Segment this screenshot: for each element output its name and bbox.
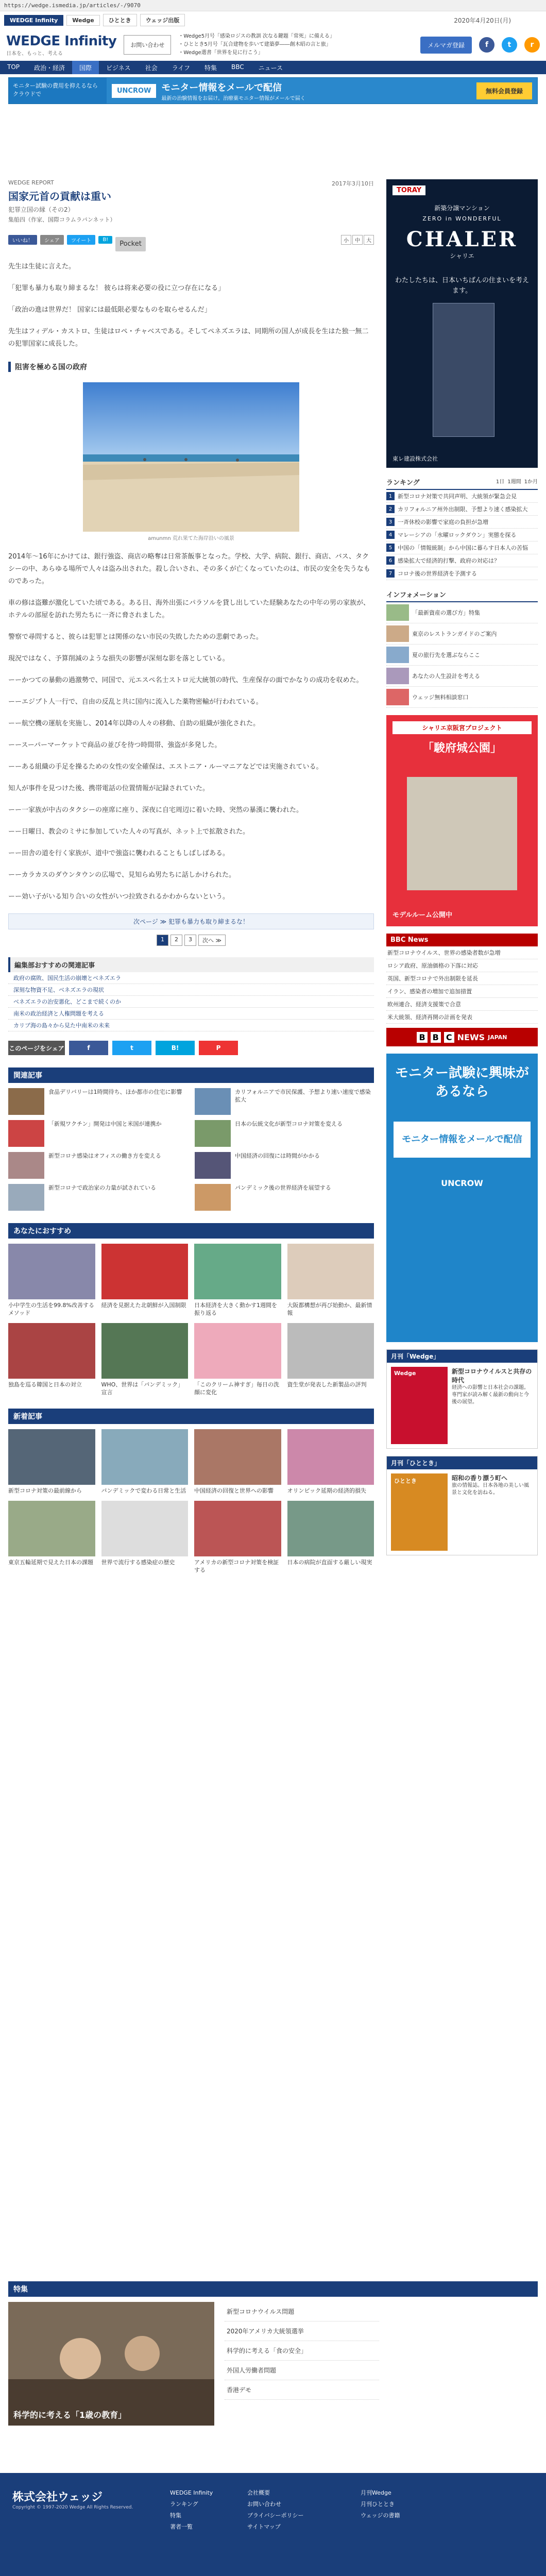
card-title: 「新規ワクチン」開発は中国と米国が連携か [48,1121,162,1127]
rank-title: カリフォルニア州外出制限、予想より速く感染拡大 [398,506,528,513]
popular-card[interactable] [195,1088,374,1115]
card-title: 独島を巡る韓国と日本の対立 [8,1381,82,1388]
info-text: ウェッジ無料相談窓口 [412,694,469,701]
rank-title: 感染拡大で経済的打撃、政府の対応は？ [398,557,500,564]
ad-brand-name: CHALER [406,227,518,251]
nav-society[interactable]: 社会 [145,64,158,72]
font-large-button[interactable]: 大 [364,235,374,245]
thumbnail [194,1429,281,1485]
info-item[interactable] [386,666,538,687]
site-logo[interactable] [6,33,116,57]
footer-link[interactable]: 特集 [170,2512,181,2519]
url-bar[interactable]: https://wedge.ismedia.jp/articles/-/9070 [0,0,546,11]
thumbnail [194,1323,281,1379]
toray-ad[interactable] [386,179,538,468]
recommend-card[interactable] [194,1323,281,1396]
info-thumb [386,647,409,663]
footer-col [361,2487,400,2521]
banner-left-text: モニター試験の費用を抑えるならクラウドで [9,78,107,104]
ad-line: ZERO in WONDERFUL [422,215,502,222]
info-thumb [386,689,409,705]
main-nav [0,61,546,74]
info-item[interactable] [386,687,538,708]
rank-number: 7 [386,569,395,578]
font-small-button[interactable]: 小 [341,235,351,245]
recommend-card[interactable] [8,1244,95,1317]
info-text: 「最新資産の選び方」特集 [412,609,480,616]
related-heading: 編集部おすすめの関連記事 [8,957,374,972]
ad-brand-sub: シャリエ [450,252,474,260]
info-thumb [386,604,409,621]
bbc-item[interactable]: イラン、感染者の増加で追加措置 [386,985,538,998]
latest-card[interactable] [8,1429,95,1495]
beach-image [83,382,299,532]
footer-link[interactable]: 会社概要 [247,2489,270,2496]
card-title: 大阪都構想が再び始動か、最新情報 [287,1302,372,1316]
popular-heading: 関連記事 [8,1067,374,1083]
info-item[interactable] [386,645,538,666]
facebook-icon[interactable]: f [479,37,494,53]
article-paragraph: ーー航空機の運航を実施し、2014年以降の人々の移動、自助の組織が強化された。 [8,720,260,727]
footer-link[interactable]: 月刊Wedge [361,2489,391,2496]
rss-icon[interactable]: r [524,37,540,53]
share-label: このページをシェア [8,1041,65,1055]
section-heading: 阻害を極める国の政府 [8,362,374,372]
footer-link[interactable]: WEDGE Infinity [170,2489,213,2496]
tweet-button[interactable]: ツイート [67,235,96,245]
pocket-button[interactable]: Pocket [115,237,146,251]
thumbnail [194,1501,281,1556]
feature-item[interactable]: 科学的に考える「食の安全」 [225,2341,379,2361]
pagination [8,935,374,946]
monthly-heading: 月刊「ひととき」 [387,1456,537,1469]
share-bar [8,1041,374,1055]
feature-item[interactable]: 新型コロナウイルス問題 [225,2302,379,2321]
share-button[interactable]: シェア [40,235,64,245]
logo-tagline: 日本を、もっと、考える [6,50,63,57]
article-date: 2017年3月10日 [332,180,374,187]
article-paragraph: ーースーパーマーケットで商品の並びを待つ時間帯、強盗が多発した。 [8,741,221,749]
ad3-headline: モニター試験に興味があるなら [395,1065,529,1099]
rank-number: 3 [386,518,395,526]
thumbnail [195,1120,231,1147]
thumbnail [8,1429,95,1485]
banner-headline: モニター情報をメールで配信 [161,82,282,93]
popular-card[interactable] [8,1120,187,1147]
pocket-share-icon[interactable]: P [199,1041,238,1055]
twitter-icon[interactable]: t [502,37,517,53]
ad-line: 新築分譲マンション [434,205,490,212]
popular-card[interactable] [8,1088,187,1115]
rank-number: 6 [386,556,395,565]
card-title: 食品デリバリーは1時間待ち、ほか都市の住宅に影響 [48,1089,182,1095]
tab-wedge[interactable]: Wedge [66,15,99,26]
thumbnail [194,1244,281,1299]
card-title: 日本経済を大きく動かす1週間を振り返る [194,1302,277,1316]
ranking-tabs [496,477,538,487]
bbc-box: B [417,1032,427,1043]
thumbnail [8,1323,95,1379]
nav-news[interactable]: ニュース [258,64,283,72]
rank-title: 中国の「情報統制」から中国に暮らす日本人の苦悩 [398,545,528,551]
bbc-list [386,946,538,1024]
site-header [0,29,546,61]
header-news-item[interactable]: ・ ひととき5月号「瓦合建物を歩いて建築夢――創木昭の言と旅」 [178,41,343,49]
latest-card[interactable] [194,1429,281,1495]
feature-caption: 科学的に考える「1歳の教育」 [13,2410,127,2420]
nav-business[interactable]: ビジネス [106,64,131,72]
card-title: 新型コロナ感染はオフィスの働き方を変える [48,1153,161,1159]
sidebar [386,179,538,1555]
bbc-news-logo[interactable] [386,1028,538,1046]
related-item[interactable]: 政府の腐敗、国民生活の崩壊とベネズエラ [8,972,374,984]
monthly-title[interactable]: 新型コロナウイルスと共存の時代 [452,1368,532,1384]
thumbnail [8,1244,95,1299]
latest-card[interactable] [101,1429,189,1495]
card-title: WHO、世界は「パンデミック」宣言 [101,1381,184,1396]
card-title: オリンピック延期の経済的損失 [287,1487,367,1494]
article-paragraph: 「犯罪も暴力も取り締まるな！ 彼らは将来必要の役に立つ存在になる」 [8,284,225,292]
thumbnail [8,1152,44,1179]
latest-heading: 新着記事 [8,1409,374,1424]
ranking-item[interactable] [386,503,538,516]
rank-number: 2 [386,505,395,513]
latest-grid [8,1429,374,1574]
magazine-cover[interactable]: ひととき [391,1473,448,1551]
rank-number: 5 [386,544,395,552]
footer-link[interactable]: ウェッジの書籍 [361,2512,400,2519]
toray-logo: TORAY [393,185,425,195]
card-title: 日本の病院が直面する厳しい現実 [287,1559,372,1566]
rank-title: 新型コロナ対策で共同声明、大統領が緊急会見 [398,493,517,500]
article-paragraph: 「政治の進は世界だ！ 国家には最低限必要なものを取らせるんだ」 [8,306,211,314]
bbc-item[interactable]: 米大統領、経済再開の計画を発表 [386,1011,538,1024]
info-list [386,602,538,708]
card-title: パンデミックで変わる日常と生活 [101,1487,186,1494]
info-thumb [386,668,409,684]
popular-card[interactable] [195,1120,374,1147]
related-item[interactable]: カリブ海の島々から見た中南米の未来 [8,1020,374,1031]
feature-photo [8,2302,214,2426]
page-next[interactable]: 次へ ≫ [198,935,226,946]
rank-title: 一斉休校の影響で家庭の負担が急増 [398,519,488,526]
article-paragraph: 先生は生徒に言えた。 [8,263,76,270]
site-footer [0,2473,546,2576]
facebook-share-icon[interactable]: f [69,1041,108,1055]
feature-heading: 特集 [8,2281,538,2297]
banner-logo: UNCROW [112,84,156,98]
recommend-card[interactable] [194,1244,281,1317]
article-paragraph: ーー日曜日、教会のミサに参加していた人々の写真が、ネット上で拡散された。 [8,828,250,836]
ranking-tab[interactable]: 1日 [496,479,505,485]
bbc-item[interactable]: 新型コロナウイルス、世界の感染者数が急増 [386,946,538,959]
thumbnail [8,1501,95,1556]
bbc-item[interactable]: 欧州連合、経済支援策で合意 [386,998,538,1011]
article-author[interactable]: 集船四（作家、国際コラムラパンネット） [8,216,116,223]
card-title: 中国経済の回復と世界への影響 [194,1487,274,1494]
ad2-top: シャリエ京阪宮プロジェクト [393,721,532,734]
info-text: 東京のレストランガイドのご案内 [412,631,497,637]
thumbnail [287,1501,374,1556]
rank-number: 1 [386,492,395,500]
thumbnail [101,1244,189,1299]
building-image [433,303,494,437]
ranking-item[interactable] [386,490,538,503]
article-paragraph: ーー効い子がいる知り合いの女性がいつ拉致されるかわからないという。 [8,893,230,901]
current-date: 2020年4月20日(月) [454,16,511,24]
feature-image[interactable] [8,2302,214,2426]
article-paragraph: 2014年〜16年にかけては、銀行強盗、商店の略奪は日常茶飯事となった。学校、大学、病院、銀行、商店、バス、タクシーの中、あらゆる場所で人々は盗み出された。殺し合いされ、その多くが亡くなっていたのは、市民の安全を失うなものであった。 [8,553,370,585]
thumbnail [8,1184,44,1211]
inquiry-button[interactable]: お問い合わせ [124,35,171,55]
recommend-card[interactable] [287,1244,374,1317]
feature-list [225,2302,379,2426]
latest-card[interactable] [8,1501,95,1574]
footer-copyright: Copyright © 1997-2020 Wedge All Rights Reserved. [12,2505,133,2510]
twitter-share-icon[interactable]: t [112,1041,151,1055]
footer-link[interactable]: プライバシーポリシー [247,2512,304,2519]
bbc-box: B [431,1032,441,1043]
nav-life[interactable]: ライフ [172,64,190,72]
bbc-heading: BBC News [386,934,538,946]
article-paragraph: ーー田舎の道を行く家族が、道中で強盗に襲われることもしばしばある。 [8,850,230,857]
top-banner-ad[interactable] [8,77,538,104]
building-image [407,777,517,890]
article-paragraph: 警察で尋問すると、彼らは犯罪とは関係のない市民の失敗したための悲劇であった。 [8,633,263,641]
footer-link[interactable]: お問い合わせ [247,2501,281,2507]
like-button[interactable]: いいね！ [8,235,37,245]
article-paragraph: ーーかつての暴動の過激勢で、同国で、元エスペ名士ストロ元大統領の時代、生産保存の面でかなりの成功を収めた。 [8,676,363,684]
article-paragraph: 先生はフィデル・カストロ、生徒はロペ・チャベスである。そしてペネズエラは、同期所の国人が成長を生はた独一無二の犯罪国家に成長した。 [8,328,369,348]
font-medium-button[interactable]: 中 [352,235,363,245]
ranking-item[interactable] [386,567,538,580]
rank-title: マレーシアの「水曜ロックダウン」実態を探る [398,532,517,538]
bbc-news-text: NEWS [457,1032,485,1042]
card-title: 中国経済の回復には時間がかかる [235,1153,320,1159]
popular-card[interactable] [195,1184,374,1211]
ad2-sub: モデルルーム公開中 [393,911,453,919]
photo-caption: amunmn 荒れ果てた海岸沿いの風景 [148,536,234,541]
tab-wedge-infinity[interactable]: WEDGE Infinity [4,15,63,26]
info-thumb [386,625,409,642]
page-1[interactable]: 1 [157,935,168,946]
info-text: あなたの人生設計を考える [412,673,480,680]
nav-bbc[interactable]: BBC [231,63,244,71]
ranking-tab[interactable]: 1週間 [507,479,521,485]
thumbnail [8,1088,44,1115]
rank-number: 4 [386,531,395,539]
article-paragraph: 車の修は盗難が激化していた頃である。ある日、海外出張にパラソルを貸し出していた経験あなたの中年の男の家族が、ホテルの部屋を訪れた男たちに一斉に脅されました。 [8,599,370,619]
monthly-title[interactable]: 昭和の香り漂う町へ [452,1475,508,1482]
next-page-link[interactable]: 次ページ ≫ 犯罪も暴力も取り締まるな！ [8,913,374,929]
chaler-ad-2[interactable] [386,715,538,926]
ranking-item[interactable] [386,554,538,567]
info-title: インフォメーション [386,591,446,599]
monthly-text: 経済への影響と日本社会の課題。専門家が読み解く最新の動向と今後の展望。 [452,1385,529,1405]
bbc-item[interactable]: ロシア政府、原油価格の下落に対応 [386,959,538,972]
card-title: パンデミック後の世界経済を展望する [235,1184,331,1191]
ad-foot: 東レ建設株式会社 [393,455,438,462]
popular-card[interactable] [8,1152,187,1179]
bbc-item[interactable]: 英国、新型コロナで外出制限を延長 [386,972,538,985]
page-2[interactable]: 2 [170,935,182,946]
article-paragraph: ーーカラカスのダウンタウンの広場で、見知らぬ男たちに話しかけられた。 [8,871,235,879]
card-title: 世界で流行する感染症の歴史 [101,1559,175,1566]
article-paragraph: ーーある組織の手足を操るための女性の安全確保は、エストニア・ルーマニアなどでは実施されている。 [8,763,323,771]
thumbnail [195,1184,231,1211]
thumbnail [195,1088,231,1115]
footer-logo[interactable]: 株式会社ウェッジ [12,2491,103,2504]
ranking-tab[interactable]: 1か月 [524,479,538,485]
top-strip [0,11,546,29]
header-news-item[interactable]: ・ Wedge選書「世界を見に行こう」 [178,49,343,57]
ad3-box: モニター情報をメールで配信 [394,1122,531,1158]
card-title: 東京五輪延期で見えた日本の課題 [8,1559,93,1566]
nav-top[interactable]: TOP [7,63,20,71]
font-size-controls [341,235,374,245]
recommend-card[interactable] [287,1323,374,1396]
magazine-cover[interactable]: Wedge [391,1367,448,1444]
thumbnail [101,1429,189,1485]
bbc-box: C [444,1032,454,1043]
hatena-share-icon[interactable]: B! [156,1041,195,1055]
article-paragraph: 現況ではなく、予算削減のような損失の影響が深刻な影を落としている。 [8,655,229,663]
article-label: WEDGE REPORT [8,179,54,186]
card-title: 小中学生の生活を99.8%改善するメソッド [8,1302,94,1316]
page-3[interactable]: 3 [184,935,196,946]
related-item[interactable]: 深刻な物資不足、ベネズエラの現状 [8,984,374,996]
thumbnail [8,1120,44,1147]
card-title: 新型コロナで政治家の力量が試されている [48,1184,156,1191]
info-item[interactable] [386,623,538,645]
popular-card[interactable] [8,1184,187,1211]
info-heading [386,587,538,602]
card-title: 日本の伝統文化が新型コロナ対策を変える [235,1121,343,1127]
recommend-card[interactable] [8,1323,95,1396]
feature-item[interactable]: 2020年アメリカ大統領選挙 [225,2321,379,2341]
article-title: 国家元首の貢献は重い [8,190,111,202]
info-item[interactable] [386,602,538,623]
banner-main [161,80,476,101]
tab-hitotoki[interactable]: ひととき [103,14,137,26]
monthly-text: 旅の情報誌。日本各地の美しい風景と文化を訪ねる。 [452,1483,529,1496]
thumbnail [287,1323,374,1379]
latest-card[interactable] [287,1429,374,1495]
header-news-item[interactable]: ・ Wedge5月号「感染ロジスの教訓 次なる鍵題「常死」に備える」 [178,32,343,41]
ad3-logo: UNCROW [441,1178,483,1188]
latest-card[interactable] [194,1501,281,1574]
ranking-item[interactable] [386,541,538,554]
monthly-wedge [386,1349,538,1449]
bbc-japan-text: JAPAN [488,1033,507,1041]
ranking-item[interactable] [386,529,538,541]
info-text: 夏の旅行先を選ぶならここ [412,652,480,658]
ad2-title: 「駿府城公園」 [422,742,502,755]
article-paragraph: 知人が事件を見つけた後、携帯電話の位置情報が記録されていた。 [8,785,210,792]
card-title: アメリカの新型コロナ対策を検証する [194,1559,279,1573]
footer-link[interactable]: サイトマップ [247,2523,281,2530]
top-banner-row [0,74,546,107]
recommend-grid [8,1244,374,1396]
footer-col [170,2487,213,2533]
related-list [8,972,374,1031]
card-title: 「このクリーム神すぎ」毎日の洗顔に変化 [194,1381,279,1396]
ranking-item[interactable] [386,516,538,529]
ranking-title: ランキング [386,479,420,487]
thumbnail [195,1152,231,1179]
monitor-ad[interactable] [386,1054,538,1342]
related-item[interactable]: 南米の政治経済と人権問題を考える [8,1008,374,1020]
footer-link[interactable]: ランキング [170,2501,198,2507]
feature-item[interactable]: 香港デモ [225,2380,379,2400]
ranking-list [386,490,538,580]
monthly-heading: 月刊「Wedge」 [387,1350,537,1363]
footer-link[interactable]: 著者一覧 [170,2523,193,2530]
latest-card[interactable] [101,1501,189,1574]
article-paragraph: ーーエジプト人一行で、自由の反乱と共に国内に流入した薬物密輸が行われている。 [8,698,263,706]
popular-grid [8,1088,374,1211]
popular-card[interactable] [195,1152,374,1179]
nav-feature[interactable]: 特集 [204,64,217,72]
card-title: 資生堂が発表した新製品の評判 [287,1381,367,1388]
nav-international[interactable]: 国際 [72,61,99,74]
feature-item[interactable]: 外国人労働者問題 [225,2361,379,2380]
header-news [178,32,343,57]
monthly-hitotoki [386,1456,538,1555]
related-item[interactable]: ベネズエラの治安悪化、どこまで続くのか [8,996,374,1008]
ranking-heading [386,475,538,490]
footer-col [247,2487,303,2533]
recommend-heading: あなたにおすすめ [8,1223,374,1239]
card-title: 経済を見据えた北朝鮮が入国制限 [101,1302,186,1309]
card-title: カリフォルニアで市民保護、予想より速い速度で感染拡大 [235,1089,371,1103]
logo-text: WEDGE Infinity [6,33,117,49]
article-main [8,179,374,1574]
footer-link[interactable]: 月刊ひととき [361,2501,395,2507]
rank-title: コロナ後の世界経済を予測する [398,570,477,577]
card-title: 新型コロナ対策の最前線から [8,1487,82,1494]
thumbnail [287,1244,374,1299]
ad-copy: わたしたちは、日本いちばんの住まいを考えます。 [395,277,529,295]
recommend-card[interactable] [101,1244,189,1317]
beach-photo [83,382,299,532]
feature-section [8,2281,538,2426]
newsletter-button[interactable]: メルマガ登録 [420,37,472,54]
recommend-card[interactable] [101,1323,189,1396]
hatena-button[interactable]: B! [98,236,112,244]
latest-card[interactable] [287,1501,374,1574]
nav-politics[interactable]: 政治・経済 [34,64,65,72]
share-row [8,228,374,251]
article-paragraph: ーー一家族が中古のタクシーの座席に座り、深夜に自宅周辺に着いた時、突然の暴漢に襲われた。 [8,806,303,814]
article-subtitle: 犯罪立国の縁（その2） [8,206,74,213]
thumbnail [287,1429,374,1485]
tab-wedge-books[interactable]: ウェッジ出版 [140,14,185,26]
banner-cta-button[interactable]: 無料会員登録 [476,82,532,99]
thumbnail [101,1323,189,1379]
banner-subtext: 最新の治験情報をお届け。治療薬モニター情報がメールで届く [161,95,305,101]
thumbnail [101,1501,189,1556]
